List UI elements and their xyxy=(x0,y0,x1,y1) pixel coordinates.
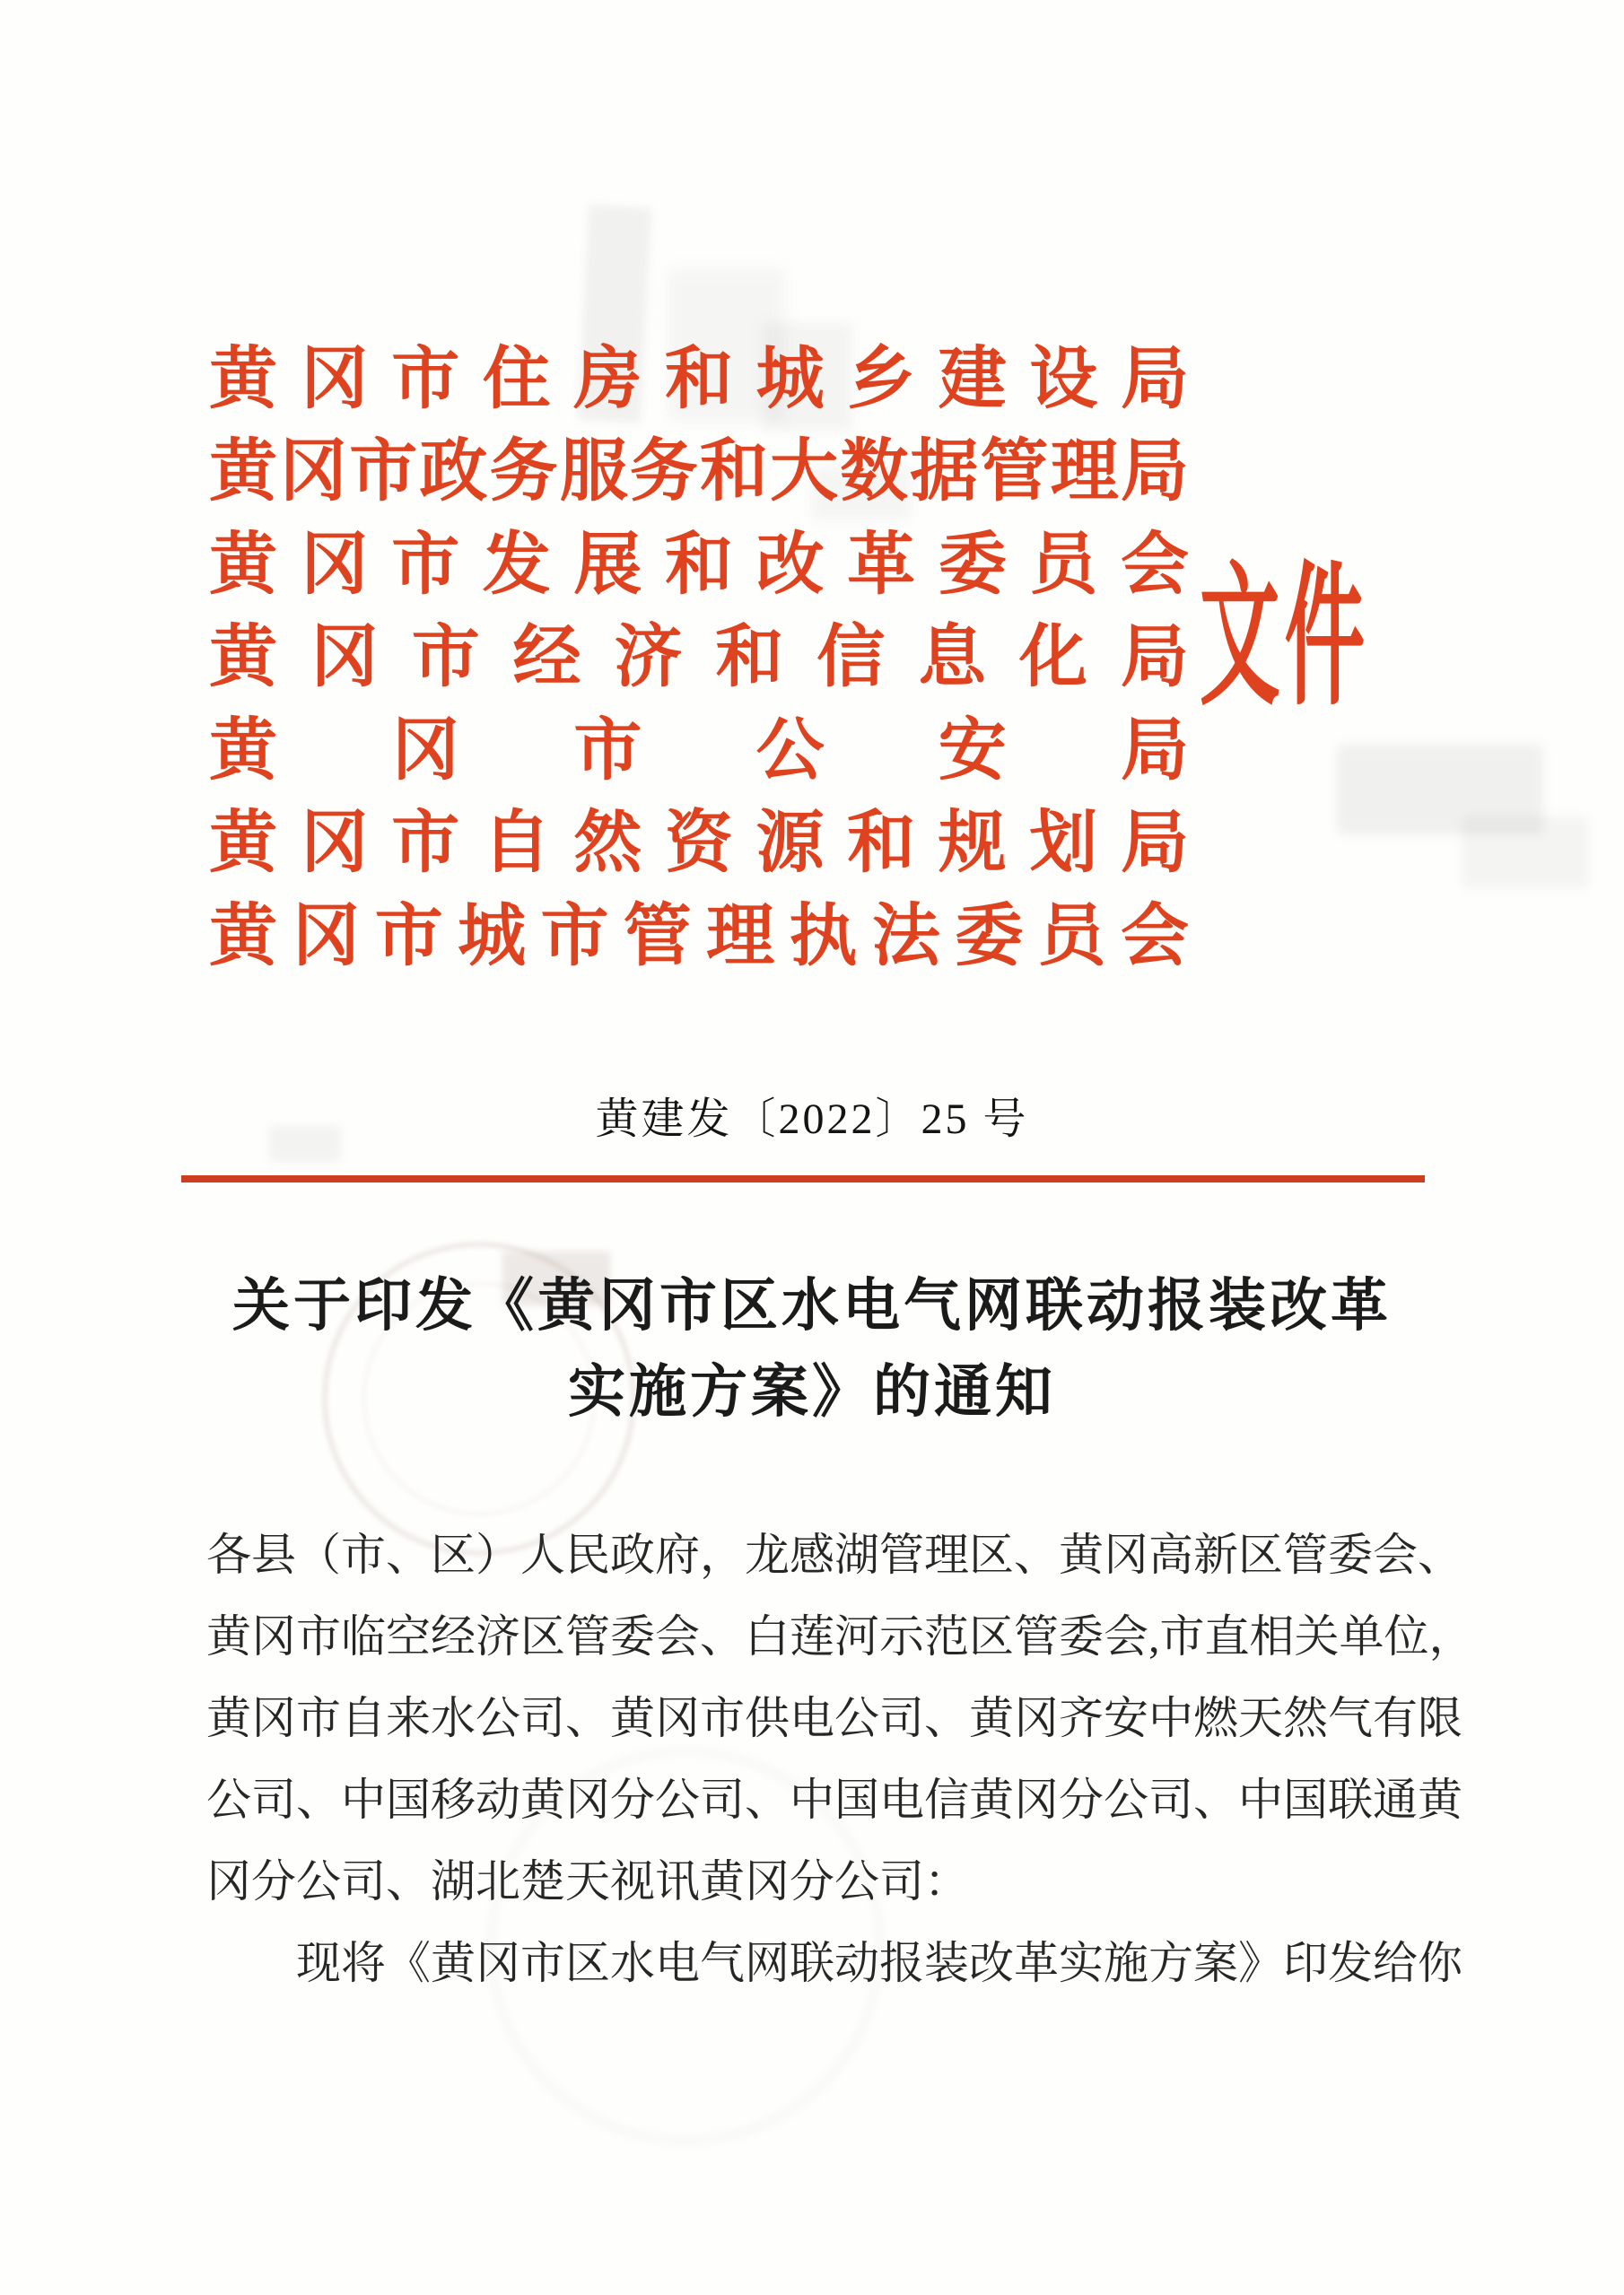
body-line: 黄 冈 市 临 空 经 济 区 管 委 会 、 白 莲 河 示 范 区 管 委 会 , 市 直 相 关 单 位 ， xyxy=(206,1611,1474,1662)
agency-line-economy: 黄 冈 市 经 济 和 信 息 化 局 xyxy=(209,620,1189,696)
document-title xyxy=(0,1263,1624,1435)
title-line-2: 实施方案》的通知 xyxy=(568,1360,1056,1424)
agency-line-housing: 黄 冈 市 住 房 和 城 乡 建 设 局 xyxy=(209,341,1189,417)
agency-line-gov-service: 黄 冈 市 政 务 服 务 和 大 数 据 管 理 局 xyxy=(209,434,1189,510)
body-line: 现将《黄冈市区水电气网联动报装改革实施方案》印发给你 xyxy=(296,1938,1462,1988)
red-separator-line xyxy=(181,1175,1425,1182)
letterhead xyxy=(209,333,1189,983)
agency-line-development: 黄 冈 市 发 展 和 改 革 委 员 会 xyxy=(209,527,1189,603)
scan-artifact xyxy=(1337,745,1543,834)
agency-line-natural-resources: 黄 冈 市 自 然 资 源 和 规 划 局 xyxy=(209,806,1189,882)
document-body xyxy=(206,1514,1474,2004)
body-line: 各 县 （ 市 、 区 ） 人 民 政 府 ， 龙 感 湖 管 理 区 、 黄 冈 高 新 区 管 委 会 、 xyxy=(206,1530,1462,1580)
body-line: 公 司 、 中 国 移 动 黄 冈 分 公 司 、 中 国 电 信 黄 冈 分 公 司 、 中 国 联 通 黄 xyxy=(206,1775,1462,1825)
body-line: 黄 冈 市 自 来 水 公 司 、 黄 冈 市 供 电 公 司 、 黄 冈 齐 安 中 燃 天 然 气 有 限 xyxy=(206,1693,1462,1743)
body-line: 冈分公司、湖北楚天视讯黄冈分公司： xyxy=(206,1856,969,1907)
agency-line-urban-management: 黄 冈 市 城 市 管 理 执 法 委 员 会 xyxy=(209,898,1189,974)
document-label: 文件 xyxy=(1200,554,1370,724)
title-line-1: 关于印发《黄冈市区水电气网联动报装改革 xyxy=(232,1274,1392,1338)
scan-artifact xyxy=(1462,816,1588,888)
agency-line-public-security: 黄 冈 市 公 安 局 xyxy=(209,712,1189,789)
doc-number: 黄建发〔2022〕25 号 xyxy=(595,1095,1029,1143)
